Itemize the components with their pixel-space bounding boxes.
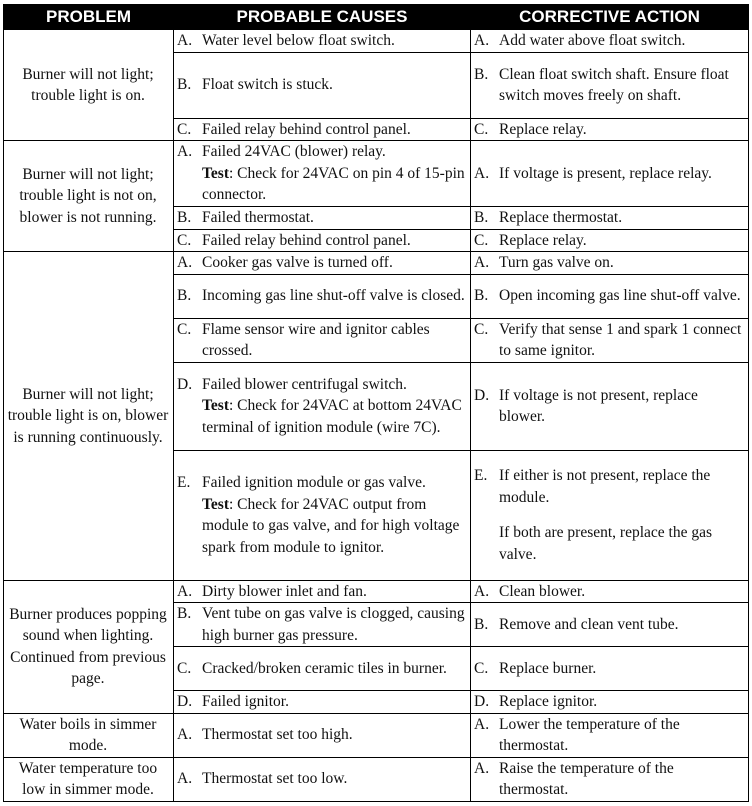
- item-main-text: Vent tube on gas valve is clogged, causing high burner gas pressure.: [202, 605, 465, 644]
- item-text: [202, 724, 466, 746]
- item-letter: B.: [474, 65, 489, 83]
- item-main-text: Failed relay behind control panel.: [202, 231, 411, 249]
- action-cell-item: [474, 119, 744, 141]
- header-probable-causes: PROBABLE CAUSES: [174, 5, 471, 30]
- item-main-text: Cracked/broken ceramic tiles in burner.: [202, 659, 447, 677]
- item-main-text: Add water above float switch.: [499, 32, 686, 49]
- action-cell: [471, 450, 749, 580]
- item-secondary-text: If both are present, replace the gas valve.: [499, 524, 713, 563]
- item-text: [499, 285, 744, 307]
- action-cell-item: [474, 30, 744, 52]
- action-cell-item: [474, 465, 744, 565]
- cause-cell: [174, 274, 471, 318]
- item-text: [202, 581, 466, 603]
- item-main-text: If either is not present, replace the module.: [499, 467, 711, 506]
- item-main-text: Incoming gas line shut-off valve is closed.: [202, 287, 465, 305]
- item-letter: A.: [474, 715, 490, 733]
- cause-cell-item: [177, 724, 466, 746]
- action-cell-item: [474, 714, 744, 757]
- action-cell-item: [474, 252, 744, 274]
- problem-cell: Burner will not light; trouble light is on, blower is running continuously.: [4, 252, 174, 581]
- item-letter: D.: [474, 693, 490, 710]
- cause-cell-item: [177, 319, 466, 362]
- test-instruction: [202, 494, 466, 559]
- cause-cell: [174, 52, 471, 118]
- item-letter: C.: [177, 659, 192, 677]
- cause-cell-item: [177, 691, 466, 713]
- item-text: [202, 472, 466, 558]
- cause-cell-item: [177, 30, 466, 52]
- table-header: [4, 5, 749, 30]
- action-cell: [471, 207, 749, 230]
- action-cell-item: [474, 207, 744, 229]
- item-main-text: Failed ignitor.: [202, 693, 289, 710]
- action-cell: [471, 252, 749, 275]
- item-text: [499, 230, 744, 252]
- cause-cell-item: [177, 252, 466, 274]
- cause-cell: [174, 691, 471, 714]
- action-cell: [471, 603, 749, 647]
- item-text: [499, 691, 744, 713]
- item-letter: B.: [474, 209, 489, 226]
- cause-cell-item: [177, 658, 466, 680]
- test-label: Test: [202, 397, 229, 415]
- item-text: [202, 768, 466, 790]
- item-letter: A.: [474, 759, 490, 777]
- action-cell-item: [474, 319, 744, 362]
- action-cell: [471, 647, 749, 691]
- test-label: Test: [202, 495, 229, 513]
- cause-cell: [174, 30, 471, 53]
- cause-cell-item: [177, 285, 466, 307]
- item-letter: B.: [177, 209, 192, 226]
- item-text: [499, 30, 744, 52]
- item-text: [202, 691, 466, 713]
- cause-cell: [174, 580, 471, 603]
- item-text: [499, 465, 744, 565]
- action-cell-item: [474, 64, 744, 107]
- item-main-text: Raise the temperature of the thermostat.: [499, 759, 674, 798]
- item-letter: E.: [177, 474, 191, 491]
- action-cell-item: [474, 658, 744, 680]
- problem-cell: Burner will not light; trouble light is on.: [4, 30, 174, 141]
- action-cell-item: [474, 614, 744, 636]
- item-letter: B.: [177, 605, 192, 622]
- item-main-text: Replace relay.: [499, 120, 587, 138]
- item-letter: A.: [177, 726, 193, 744]
- cause-cell: [174, 252, 471, 275]
- cause-cell-item: [177, 230, 466, 252]
- test-text: : Check for 24VAC on pin 4 of 15-pin connector.: [202, 164, 465, 204]
- item-text: [499, 385, 744, 428]
- item-main-text: Float switch is stuck.: [202, 76, 333, 94]
- item-main-text: Open incoming gas line shut-off valve.: [499, 287, 741, 305]
- item-main-text: Water level below float switch.: [202, 32, 395, 49]
- item-letter: D.: [177, 375, 193, 393]
- cause-cell-item: [177, 581, 466, 603]
- table-row: [4, 141, 749, 207]
- action-cell: [471, 52, 749, 118]
- troubleshooting-table: [3, 4, 749, 802]
- cause-cell: [174, 118, 471, 141]
- item-main-text: Flame sensor wire and ignitor cables crossed.: [202, 320, 430, 359]
- item-letter: A.: [177, 143, 193, 161]
- item-main-text: Replace relay.: [499, 231, 587, 249]
- item-text: [202, 230, 466, 252]
- cause-cell: [174, 647, 471, 691]
- cause-cell-item: [177, 374, 466, 439]
- action-cell: [471, 362, 749, 450]
- item-letter: A.: [474, 32, 490, 49]
- table-row: [4, 580, 749, 603]
- item-main-text: Replace burner.: [499, 659, 597, 677]
- table-row: [4, 713, 749, 757]
- table-body: [4, 30, 749, 802]
- cause-cell-item: [177, 141, 466, 206]
- item-main-text: Failed relay behind control panel.: [202, 120, 411, 138]
- item-text: [499, 581, 744, 603]
- item-main-text: If voltage is not present, replace blower.: [499, 386, 698, 425]
- item-letter: B.: [474, 287, 489, 305]
- item-text: [499, 658, 744, 680]
- test-text: : Check for 24VAC at bottom 24VAC terminal of ignition module (wire 7C).: [202, 397, 462, 436]
- cause-cell-item: [177, 74, 466, 96]
- action-cell: [471, 118, 749, 141]
- cause-cell: [174, 450, 471, 580]
- action-cell: [471, 713, 749, 757]
- item-main-text: Turn gas valve on.: [499, 254, 614, 271]
- item-text: [499, 207, 744, 229]
- item-text: [202, 319, 466, 362]
- item-letter: E.: [474, 467, 488, 484]
- item-letter: A.: [177, 770, 193, 788]
- item-text: [499, 163, 744, 185]
- action-cell-item: [474, 691, 744, 713]
- item-text: [499, 714, 744, 757]
- action-cell-item: [474, 581, 744, 603]
- test-label: Test: [202, 164, 229, 182]
- action-cell-item: [474, 230, 744, 252]
- cause-cell: [174, 318, 471, 362]
- cause-cell: [174, 362, 471, 450]
- item-letter: C.: [474, 659, 489, 677]
- test-instruction: [202, 395, 466, 438]
- item-text: [202, 658, 466, 680]
- header-problem: PROBLEM: [4, 5, 174, 30]
- header-corrective-action: CORRECTIVE ACTION: [471, 5, 749, 30]
- action-cell-item: [474, 758, 744, 801]
- item-letter: C.: [177, 320, 192, 338]
- item-main-text: Failed 24VAC (blower) relay.: [202, 143, 386, 161]
- action-cell-item: [474, 385, 744, 428]
- item-text: [499, 614, 744, 636]
- item-letter: B.: [177, 287, 192, 305]
- item-letter: B.: [177, 76, 192, 94]
- item-letter: A.: [177, 32, 193, 49]
- item-letter: C.: [474, 320, 489, 338]
- action-cell: [471, 229, 749, 252]
- item-letter: C.: [474, 231, 489, 249]
- cause-cell-item: [177, 119, 466, 141]
- item-letter: C.: [177, 231, 192, 249]
- action-cell: [471, 318, 749, 362]
- problem-cell: Burner produces popping sound when lighting. Continued from previous page.: [4, 580, 174, 713]
- item-main-text: Remove and clean vent tube.: [499, 615, 679, 633]
- item-main-text: Clean float switch shaft. Ensure float switch moves freely on shaft.: [499, 65, 729, 104]
- item-letter: D.: [474, 386, 490, 404]
- action-cell: [471, 757, 749, 801]
- item-text: [202, 603, 466, 646]
- item-main-text: Thermostat set too high.: [202, 726, 353, 744]
- item-main-text: Replace ignitor.: [499, 693, 598, 710]
- cause-cell-item: [177, 207, 466, 229]
- item-main-text: If voltage is present, replace relay.: [499, 164, 712, 182]
- action-cell-item: [474, 163, 744, 185]
- item-letter: A.: [177, 254, 193, 271]
- action-cell-item: [474, 285, 744, 307]
- item-text: [499, 252, 744, 274]
- item-main-text: Failed blower centrifugal switch.: [202, 375, 407, 393]
- cause-cell-item: [177, 768, 466, 790]
- item-main-text: Thermostat set too low.: [202, 770, 348, 788]
- item-letter: D.: [177, 693, 193, 710]
- item-text: [202, 119, 466, 141]
- test-instruction: [202, 163, 466, 206]
- item-letter: B.: [474, 615, 489, 633]
- item-text: [499, 319, 744, 362]
- test-text: : Check for 24VAC output from module to gas valve, and for high voltage spark from module to ignitor.: [202, 495, 460, 556]
- table-row: [4, 252, 749, 275]
- cause-cell: [174, 713, 471, 757]
- paragraph-gap: [499, 508, 744, 522]
- item-main-text: Dirty blower inlet and fan.: [202, 582, 367, 600]
- item-letter: C.: [474, 120, 489, 138]
- item-main-text: Cooker gas valve is turned off.: [202, 254, 393, 271]
- item-text: [202, 74, 466, 96]
- table-row: [4, 30, 749, 53]
- item-text: [202, 30, 466, 52]
- item-text: [202, 285, 466, 307]
- item-main-text: Failed ignition module or gas valve.: [202, 474, 426, 491]
- item-letter: C.: [177, 120, 192, 138]
- item-letter: A.: [474, 582, 490, 600]
- item-text: [499, 64, 744, 107]
- cause-cell: [174, 757, 471, 801]
- action-cell: [471, 30, 749, 53]
- item-text: [202, 374, 466, 439]
- item-main-text: Clean blower.: [499, 582, 586, 600]
- problem-cell: Water temperature too low in simmer mode.: [4, 757, 174, 801]
- action-cell: [471, 580, 749, 603]
- problem-cell: Water boils in simmer mode.: [4, 713, 174, 757]
- cause-cell: [174, 603, 471, 647]
- item-main-text: Verify that sense 1 and spark 1 connect to same ignitor.: [499, 320, 742, 359]
- item-text: [499, 758, 744, 801]
- action-cell: [471, 141, 749, 207]
- cause-cell-item: [177, 472, 466, 558]
- item-main-text: Lower the temperature of the thermostat.: [499, 715, 680, 754]
- header-row: [4, 5, 749, 30]
- item-letter: A.: [474, 164, 490, 182]
- cause-cell: [174, 229, 471, 252]
- item-main-text: Replace thermostat.: [499, 209, 623, 226]
- item-text: [202, 252, 466, 274]
- item-letter: A.: [474, 254, 490, 271]
- item-main-text: Failed thermostat.: [202, 209, 314, 226]
- item-text: [499, 119, 744, 141]
- item-text: [202, 207, 466, 229]
- cause-cell-item: [177, 603, 466, 646]
- problem-cell: Burner will not light; trouble light is not on, blower is not running.: [4, 141, 174, 252]
- item-letter: A.: [177, 582, 193, 600]
- table-row: [4, 757, 749, 801]
- cause-cell: [174, 141, 471, 207]
- item-text: [202, 141, 466, 206]
- action-cell: [471, 274, 749, 318]
- action-cell: [471, 691, 749, 714]
- cause-cell: [174, 207, 471, 230]
